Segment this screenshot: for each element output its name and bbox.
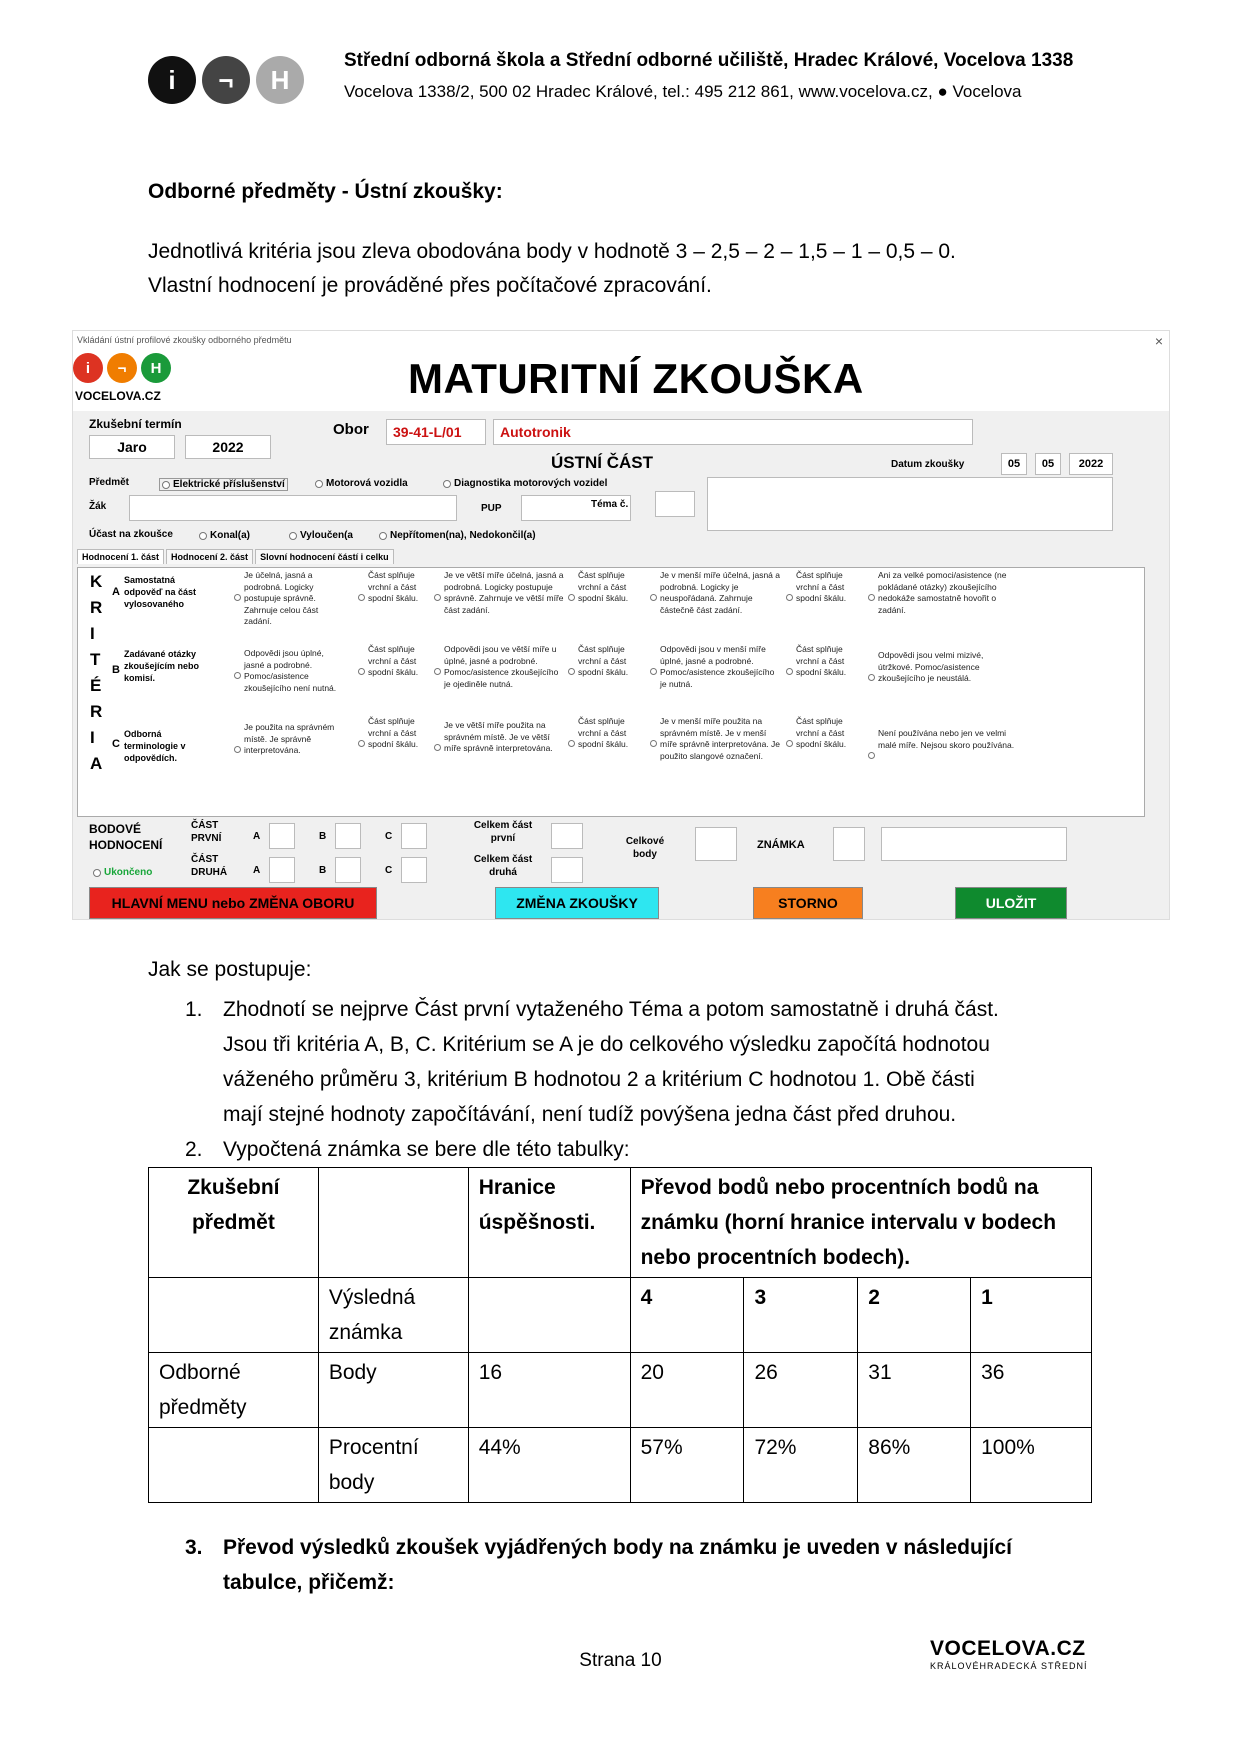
step-line: Jsou tři kritéria A, B, C. Kritérium se A je do celkového výsledku započítá hodnotou [223,1033,990,1056]
step-number: 1. [185,998,203,1021]
znamka-label: ZNÁMKA [757,839,805,851]
criterion-option[interactable] [578,716,638,751]
option-text: Odpovědi jsou v menší míře úplné, jasné a podrobné. Pomoc/asistence zkoušejícího je nutná. [660,644,775,689]
criterion-option[interactable] [444,644,566,690]
score-2b-field[interactable] [335,857,361,883]
table-cell: 16 [468,1353,630,1428]
main-menu-button[interactable]: HLAVNÍ MENU nebo ZMĚNA OBORU [89,887,377,919]
step-number: 3. [185,1536,203,1559]
save-button[interactable]: ULOŽIT [955,887,1067,919]
option-text: Je v menší míře použita na správném místě. Je v menší míře správně interpretována. Je použito slangové označení. [660,716,781,761]
table-cell: 31 [858,1353,971,1428]
logo-circle-green: H [141,353,171,383]
score-1a-field[interactable] [269,823,295,849]
attendance-label: Konal(a) [210,530,250,541]
tab-hodnoceni-2[interactable]: Hodnocení 2. část [166,549,253,564]
logo-circle-2: ¬ [202,56,250,104]
criterion-name: Odborná terminologie v odpovědích. [124,729,186,763]
criterion-option[interactable] [368,644,428,679]
attendance-radio-3[interactable] [379,530,536,541]
criterion-option[interactable] [444,720,564,755]
date-year-field[interactable]: 2022 [1069,453,1113,475]
topic-number-field[interactable] [655,491,695,517]
score-2a-field[interactable] [269,857,295,883]
predmet-label: Předmět [89,477,130,488]
radio-dot [199,532,207,540]
criterion-letter: C [112,738,120,750]
criterion-option[interactable] [796,644,856,679]
option-text: Odpovědi jsou velmi mizivé, útržkové. Pomoc/asistence zkoušejícího je neustálá. [878,650,984,683]
criterion-option[interactable] [878,570,1018,616]
score-2c-field[interactable] [401,857,427,883]
score-1c-field[interactable] [401,823,427,849]
krit-letter: É [90,676,102,695]
obor-name-field[interactable]: Autotronik [493,419,973,445]
table-cell: Procentní body [318,1428,468,1503]
subject-label: Elektrické příslušenství [173,479,285,490]
total-2-field[interactable] [551,857,583,883]
ukonceno-label: Ukončeno [104,867,153,878]
radio-dot [315,480,323,488]
zak-label: Žák [89,501,107,512]
option-text: Je ve větší míře použita na správném místě. Je ve větší míře správně interpretována. [444,720,553,753]
criteria-panel [77,567,1145,817]
table-row [149,1428,1092,1503]
krit-letter: T [90,650,101,669]
criterion-option[interactable] [244,570,344,628]
step-number: 2. [185,1138,203,1161]
total-points-field[interactable] [695,827,737,861]
app-title: MATURITNÍ ZKOUŠKA [408,355,864,402]
radio-dot [289,532,297,540]
criterion-name: Zadávané otázky zkoušejícím nebo komisí. [124,649,200,683]
address-text: Vocelova 1338/2, 500 02 Hradec Králové, tel.: 495 212 861, www.vocelova.cz, [344,82,933,101]
intro-line: Vlastní hodnocení je prováděné přes počítačové zpracování. [148,274,712,297]
krit-letter: A [90,754,103,773]
criterion-option[interactable] [878,728,1018,751]
krit-letter: R [90,598,103,617]
intro-line: Jednotlivá kritéria jsou zleva obodována body v hodnotě 3 – 2,5 – 2 – 1,5 – 1 – 0,5 – 0. [148,240,956,263]
tab-bar [77,549,396,564]
tab-hodnoceni-1[interactable]: Hodnocení 1. část [77,549,164,564]
footer-logo-sub: KRÁLOVÉHRADECKÁ STŘEDNÍ [930,1661,1088,1671]
krit-letter: R [90,702,103,721]
grade-field[interactable] [833,827,865,861]
table-cell: 86% [858,1428,971,1503]
celkem-prvni-label: Celkem část první [473,820,533,844]
option-text: Je účelná, jasná a podrobná. Logicky postupuje správně. Zahrnuje celou část zadání. [244,570,319,626]
table-cell: 44% [468,1428,630,1503]
option-text: Odpovědi jsou úplné, jasné a podrobné. Pomoc/asistence zkoušejícího není nutná. [244,648,337,693]
subject-radio-1[interactable] [159,478,288,491]
school-logo [148,56,304,104]
table-cell: 36 [971,1353,1092,1428]
table-cell: Zkušební předmět [149,1168,319,1278]
criterion-name: Samostatná odpověď na část vylosovaného [124,575,196,609]
total-1-field[interactable] [551,823,583,849]
table-row [149,1168,1092,1278]
score-a-label: A [253,831,261,842]
table-row [149,1278,1092,1353]
attendance-radio-2[interactable] [289,530,353,541]
score-b-label: B [319,831,327,842]
table-cell: Odborné předměty [149,1353,319,1428]
option-text: Část splňuje vrchní a část spodní škálu. [368,716,419,749]
facebook-icon: ● [937,82,948,101]
storno-button[interactable]: STORNO [753,887,863,919]
score-a-label: A [253,865,261,876]
step-line: váženého průměru 3, kritérium B hodnotou 2 a kritérium C hodnotou 1. Obě části [223,1068,975,1091]
step-line: Převod výsledků zkoušek vyjádřených body na známku je uveden v následující [223,1536,1012,1559]
student-field[interactable] [129,495,457,521]
window-title: Vkládání ústní profilové zkoušky odborného předmětu [77,335,292,345]
cast-prvni-label: ČÁST PRVNÍ [191,820,222,844]
exam-app-window [72,330,1170,920]
radio-dot [379,532,387,540]
table-cell: 26 [744,1353,858,1428]
date-label: Datum zkoušky [891,459,965,470]
table-cell: 2 [858,1278,971,1353]
grade-table [148,1167,1092,1503]
criterion-option[interactable] [244,722,344,757]
app-logo-text: VOCELOVA.CZ [75,389,161,403]
option-text: Část splňuje vrchní a část spodní škálu. [368,570,419,603]
logo-circle-1: i [148,56,196,104]
criterion-letter: A [112,586,120,598]
term-season-field[interactable]: Jaro [89,435,175,459]
criterion-option[interactable] [878,650,1018,685]
tema-label: Téma č. [591,499,629,510]
step-text [223,1530,1113,1600]
obor-code-field[interactable]: 39-41-L/01 [386,419,486,445]
bodove-hodnoceni-label: BODOVÉ HODNOCENÍ [89,822,163,852]
option-text: Část splňuje vrchní a část spodní škálu. [578,570,629,603]
table-cell [468,1278,630,1353]
score-c-label: C [385,831,393,842]
table-cell: 20 [630,1353,744,1428]
option-text: Je ve větší míře účelná, jasná a podrobná. Logicky postupuje správně. Zahrnuje ve větší míře část zadání. [444,570,564,615]
criterion-option[interactable] [660,570,780,616]
table-cell: Převod bodů nebo procentních bodů na známku (horní hranice intervalu v bodech nebo procentních bodech). [630,1168,1091,1278]
criterion-option[interactable] [444,570,564,616]
option-text: Ani za velké pomoci/asistence (ne pokládané otázky) zkoušejícího nedokáže samostatně hovořit o zadání. [878,570,1007,615]
option-text: Odpovědi jsou ve větší míře u úplné, jasné a podrobné. Pomoc/asistence zkoušejícího je ojediněle nutná. [444,644,559,689]
criterion-option[interactable] [796,716,856,751]
krit-letter: I [90,728,95,747]
criterion-option[interactable] [578,644,638,679]
obor-label: Obor [333,421,369,438]
footer-logo [930,1637,1088,1671]
date-day-field[interactable]: 05 [1001,453,1027,475]
krit-letter: K [90,572,103,591]
pup-label: PUP [481,503,502,514]
steps-heading: Jak se postupuje: [148,958,312,981]
step-line: Zhodnotí se nejprve Část první vytaženého Téma a potom samostatně i druhá část. [223,998,999,1021]
footer-logo-main: VOCELOVA.CZ [930,1637,1086,1660]
logo-circle-3: H [256,56,304,104]
term-year-field[interactable]: 2022 [185,435,271,459]
step-line: mají stejné hodnoty započítávání, není tudíž povýšena jedna část před druhou. [223,1103,957,1126]
attendance-label: Vyloučen(a [300,530,353,541]
option-text: Část splňuje vrchní a část spodní škálu. [578,644,629,677]
ukonceno-radio[interactable] [93,867,152,878]
option-text: Část splňuje vrchní a část spodní škálu. [796,716,847,749]
option-text: Část splňuje vrchní a část spodní škálu. [796,644,847,677]
term-label: Zkušební termín [89,417,182,431]
school-name: Střední odborná škola a Střední odborné učiliště, Hradec Králové, Vocelova 1338 [344,50,1074,71]
radio-dot [162,481,170,489]
criterion-option[interactable] [368,716,428,751]
criterion-option[interactable] [660,644,780,690]
ucast-label: Účast na zkoušce [89,529,173,540]
option-text: Část splňuje vrchní a část spodní škálu. [368,644,419,677]
table-row [149,1353,1092,1428]
score-1b-field[interactable] [335,823,361,849]
attendance-radio-1[interactable] [199,530,250,541]
subject-radio-2[interactable] [315,478,408,489]
option-text: Část splňuje vrchní a část spodní škálu. [578,716,629,749]
cast-druha-label: ČÁST DRUHÁ [191,854,228,878]
criterion-option[interactable] [578,570,638,605]
criterion-option[interactable] [368,570,428,605]
table-cell: Výsledná známka [318,1278,468,1353]
step-text [223,992,1113,1132]
table-cell: 57% [630,1428,744,1503]
topic-name-field[interactable] [707,477,1113,531]
table-cell [318,1168,468,1278]
criterion-option[interactable] [660,716,780,762]
table-cell: 1 [971,1278,1092,1353]
table-cell: 3 [744,1278,858,1353]
table-cell: Hranice úspěšnosti. [468,1168,630,1278]
change-exam-button[interactable]: ZMĚNA ZKOUŠKY [495,887,659,919]
option-text: Není používána nebo jen ve velmi malé míře. Nejsou skoro používána. [878,728,1015,750]
table-cell: 72% [744,1428,858,1503]
attendance-label: Nepřítomen(na), Nedokončil(a) [390,530,536,541]
table-cell: 4 [630,1278,744,1353]
grade-text-field[interactable] [881,827,1067,861]
option-text: Je v menší míře účelná, jasná a podrobná. Logicky je neuspořádaná. Zahrnuje částečně část zadání. [660,570,781,615]
app-titlebar [73,331,1169,411]
table-cell [149,1278,319,1353]
criterion-option[interactable] [796,570,856,605]
tab-slovni-hodnoceni[interactable]: Slovní hodnocení částí i celku [255,549,394,564]
option-text: Část splňuje vrchní a část spodní škálu. [796,570,847,603]
page-number: Strana 10 [579,1650,662,1671]
subject-label: Diagnostika motorových vozidel [454,478,608,489]
step-line: Vypočtená známka se bere dle této tabulky: [223,1138,630,1161]
score-b-label: B [319,865,327,876]
celkem-druha-label: Celkem část druhá [473,854,533,878]
option-text: Je použita na správném místě. Je správně interpretována. [244,722,335,755]
table-cell: 100% [971,1428,1092,1503]
celkove-body-label: Celkové body [625,836,665,860]
krit-letter: I [90,624,95,643]
score-c-label: C [385,865,393,876]
radio-dot [93,869,101,877]
table-cell [149,1428,319,1503]
subject-label: Motorová vozidla [326,478,408,489]
intro-paragraph [148,235,956,303]
step-line: tabulce, přičemž: [223,1571,395,1594]
school-address [344,82,1022,102]
table-cell: Body [318,1353,468,1428]
letterhead [148,48,1098,108]
subject-radio-3[interactable] [443,478,607,489]
criterion-option[interactable] [244,648,344,694]
logo-circle-red: i [73,353,103,383]
criterion-letter: B [112,664,120,676]
facebook-name: Vocelova [952,82,1022,101]
close-icon[interactable]: × [1154,333,1163,349]
part-label: ÚSTNÍ ČÁST [551,453,653,472]
date-month-field[interactable]: 05 [1035,453,1061,475]
radio-dot [443,480,451,488]
logo-circle-orange: ¬ [107,353,137,383]
section-title: Odborné předměty - Ústní zkoušky: [148,180,503,203]
